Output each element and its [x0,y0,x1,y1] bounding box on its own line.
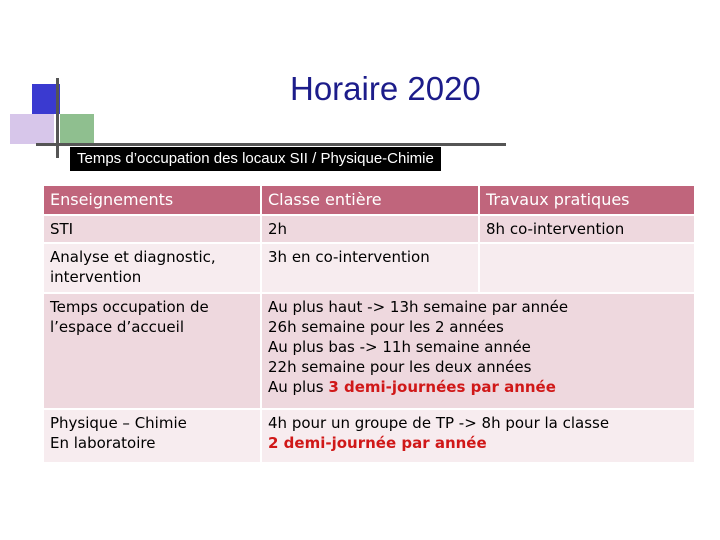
decor-horizontal-line [36,143,506,146]
cell-enseignement: Analyse et diagnostic, intervention [43,243,261,293]
cell-classe-entiere: 2h [261,215,479,243]
highlight-text: 3 demi-journées par année [328,378,556,396]
cell-enseignement [43,409,261,463]
table-row [43,243,695,293]
slide-title: Horaire 2020 [290,70,481,107]
cell-line: Au plus haut -> 13h semaine par année [268,298,569,316]
cell-travaux-pratiques [479,243,695,293]
cell-line: 4h pour un groupe de TP -> 8h pour la classe [268,414,610,432]
cell-enseignement: Temps occupation de l’espace d’accueil [43,293,261,409]
table-row [43,293,695,409]
cell-line: Au plus bas -> 11h semaine année [268,338,531,356]
cell-classe-entiere: 3h en co-intervention [261,243,479,293]
cell-line: 26h semaine pour les 2 années [268,318,504,336]
table-header-row [43,185,695,215]
cell-line-prefix: Au plus [268,378,329,396]
header-travaux-pratiques: Travaux pratiques [479,185,695,215]
cell-classe-entiere [261,409,695,463]
header-enseignements: Enseignements [43,185,261,215]
decor-vertical-line [56,78,59,158]
slide-subtitle: Temps d’occupation des locaux SII / Physique-Chimie [70,147,441,171]
highlight-text: 2 demi-journée par année [268,434,487,452]
cell-line: Physique – Chimie [50,414,187,432]
cell-line: En laboratoire [50,434,156,452]
cell-enseignement: STI [43,215,261,243]
schedule-table [42,184,696,464]
table-row [43,215,695,243]
decor-square-green [60,114,94,144]
cell-classe-entiere [261,293,695,409]
decor-square-lavender [10,114,54,144]
cell-travaux-pratiques: 8h co-intervention [479,215,695,243]
header-classe-entiere: Classe entière [261,185,479,215]
table-row [43,409,695,463]
cell-line [268,377,688,397]
cell-line: 22h semaine pour les deux années [268,358,532,376]
